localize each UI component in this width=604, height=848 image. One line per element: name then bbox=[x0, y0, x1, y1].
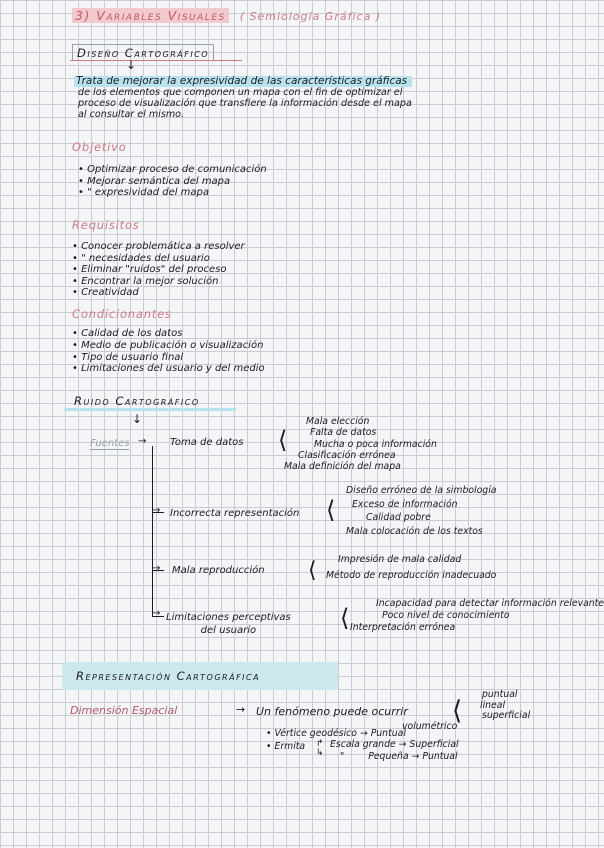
fuentes-label: Fuentes bbox=[90, 438, 130, 449]
branch-items bbox=[350, 598, 604, 634]
requisitos-list bbox=[72, 241, 245, 299]
dimension-option: puntual bbox=[482, 689, 518, 700]
requisitos-item: • Creatividad bbox=[72, 287, 139, 299]
arrow-right-icon: → bbox=[152, 505, 161, 516]
example-row bbox=[330, 740, 459, 750]
representacion-heading: Representación Cartográfica bbox=[76, 669, 261, 683]
diseno-intro-line-1: Trata de mejorar la expresividad de las características gráficas bbox=[74, 76, 412, 87]
branch-item: Falta de datos bbox=[310, 427, 377, 439]
objetivo-item: • " expresividad del mapa bbox=[78, 187, 210, 198]
title-sub: ( Semiología Gráfica ) bbox=[239, 10, 382, 23]
condicionantes-item: • Tipo de usuario final bbox=[72, 351, 184, 363]
branch-item: Diseño erróneo de la simbología bbox=[346, 485, 497, 496]
requisitos-item: • Encontrar la mejor solución bbox=[72, 275, 219, 287]
condicionantes-item: • Medio de publicación o visualización bbox=[72, 339, 264, 351]
example-row bbox=[266, 729, 406, 739]
diseno-intro-line-4: al consultar el mismo. bbox=[78, 109, 185, 120]
example-left: Escala grande bbox=[330, 739, 396, 750]
example-right: Superficial bbox=[409, 739, 459, 750]
arrow-right-icon: → bbox=[236, 703, 246, 716]
example-mid: Pequeña bbox=[368, 751, 409, 762]
branch-item: Clasificación errónea bbox=[298, 449, 396, 461]
dimension-text: Un fenómeno puede ocurrir bbox=[256, 705, 408, 718]
condicionantes-item: • Calidad de los datos bbox=[72, 328, 183, 339]
example-right: Puntual bbox=[370, 728, 406, 739]
example-left: • Ermita bbox=[266, 741, 306, 752]
condicionantes-item: • Limitaciones del usuario y del medio bbox=[72, 363, 265, 375]
branch-item: Método de reproducción inadecuado bbox=[326, 570, 497, 581]
diseno-intro-line-2: de los elementos que componen un mapa con el fin de optimizar el bbox=[78, 87, 403, 98]
branch-label: Mala reproducción bbox=[172, 565, 265, 576]
branch-item: Impresión de mala calidad bbox=[338, 554, 462, 565]
dimension-label: Dimensión Espacial bbox=[70, 704, 178, 717]
brace-icon: ⟨ bbox=[278, 426, 288, 454]
dimension-option: superficial bbox=[482, 710, 531, 721]
brace-icon: ⟨ bbox=[452, 696, 463, 726]
objetivo-item: • Optimizar proceso de comunicación bbox=[78, 164, 267, 175]
branch-items bbox=[284, 416, 437, 473]
dimension-option: lineal bbox=[480, 699, 506, 711]
arrow-right-icon: → bbox=[152, 608, 161, 619]
objetivo-list bbox=[78, 164, 267, 199]
tree-trunk bbox=[152, 446, 153, 616]
arrow-right-icon: → bbox=[138, 436, 147, 447]
diseno-intro-line-3: proceso de visualización que transfiere la información desde el mapa bbox=[78, 98, 412, 109]
example-right: Puntual bbox=[422, 751, 458, 762]
example-left: • Vértice geodésico bbox=[266, 728, 357, 739]
brace-icon: ⟨ bbox=[308, 558, 317, 583]
branch-item: Mala colocación de los textos bbox=[346, 525, 483, 537]
branch-arrow-icon: ↱ ↳ bbox=[316, 739, 324, 758]
example-row bbox=[340, 752, 458, 762]
dimension-options bbox=[402, 689, 531, 732]
objetivo-heading: Objetivo bbox=[72, 140, 127, 154]
branch-item: Interpretación errónea bbox=[350, 622, 456, 633]
arrow-right-icon: → bbox=[152, 563, 161, 574]
branch-item: Mala elección bbox=[306, 416, 370, 427]
requisitos-item: • Conocer problemática a resolver bbox=[72, 241, 245, 252]
requisitos-item: • " necesidades del usuario bbox=[72, 252, 210, 264]
title-main: 3) Variables Visuales bbox=[72, 8, 229, 23]
branch-label-line-1: Limitaciones perceptivas bbox=[166, 612, 291, 623]
arrow-right-icon: → bbox=[359, 728, 371, 739]
requisitos-item: • Eliminar "ruidos" del proceso bbox=[72, 264, 227, 276]
diseno-intro bbox=[78, 76, 412, 120]
branch-label bbox=[166, 612, 291, 637]
branch-item bbox=[376, 598, 604, 610]
diseno-heading-rule bbox=[70, 60, 242, 61]
arrow-down-icon: ↓ bbox=[132, 412, 143, 426]
branch-item: Mala definición del mapa bbox=[284, 461, 401, 473]
arrow-down-icon: ↓ bbox=[126, 58, 137, 72]
requisitos-heading: Requisitos bbox=[72, 218, 140, 232]
diseno-heading: Diseño Cartográfico bbox=[72, 44, 214, 61]
branch-item: Mucha o poca información bbox=[314, 438, 437, 450]
branch-item: Exceso de información bbox=[352, 498, 458, 510]
branch-item: Calidad pobre bbox=[366, 512, 431, 523]
example-left: " bbox=[340, 751, 345, 762]
branch-item-line-1: Incapacidad para detectar información relevante bbox=[376, 598, 604, 609]
condicionantes-list bbox=[72, 328, 265, 375]
condicionantes-heading: Condicionantes bbox=[72, 307, 172, 321]
branch-label: Toma de datos bbox=[170, 437, 244, 448]
arrow-right-icon: → bbox=[411, 751, 423, 762]
branch-items bbox=[326, 552, 496, 584]
brace-icon: ⟨ bbox=[326, 496, 336, 524]
objetivo-item: • Mejorar semántica del mapa bbox=[78, 175, 231, 187]
branch-label-line-2: del usuario bbox=[200, 625, 257, 636]
arrow-right-icon: → bbox=[398, 739, 410, 750]
page-title bbox=[72, 8, 381, 23]
dimension-option: volumétrico bbox=[402, 720, 458, 732]
ruido-heading-rule bbox=[64, 408, 236, 411]
branch-item: Poco nivel de conocimiento bbox=[382, 610, 510, 621]
branch-label: Incorrecta representación bbox=[170, 508, 300, 519]
ruido-heading: Ruido Cartográfico bbox=[74, 394, 200, 408]
brace-icon: ⟨ bbox=[340, 604, 350, 632]
branch-items bbox=[346, 484, 496, 538]
